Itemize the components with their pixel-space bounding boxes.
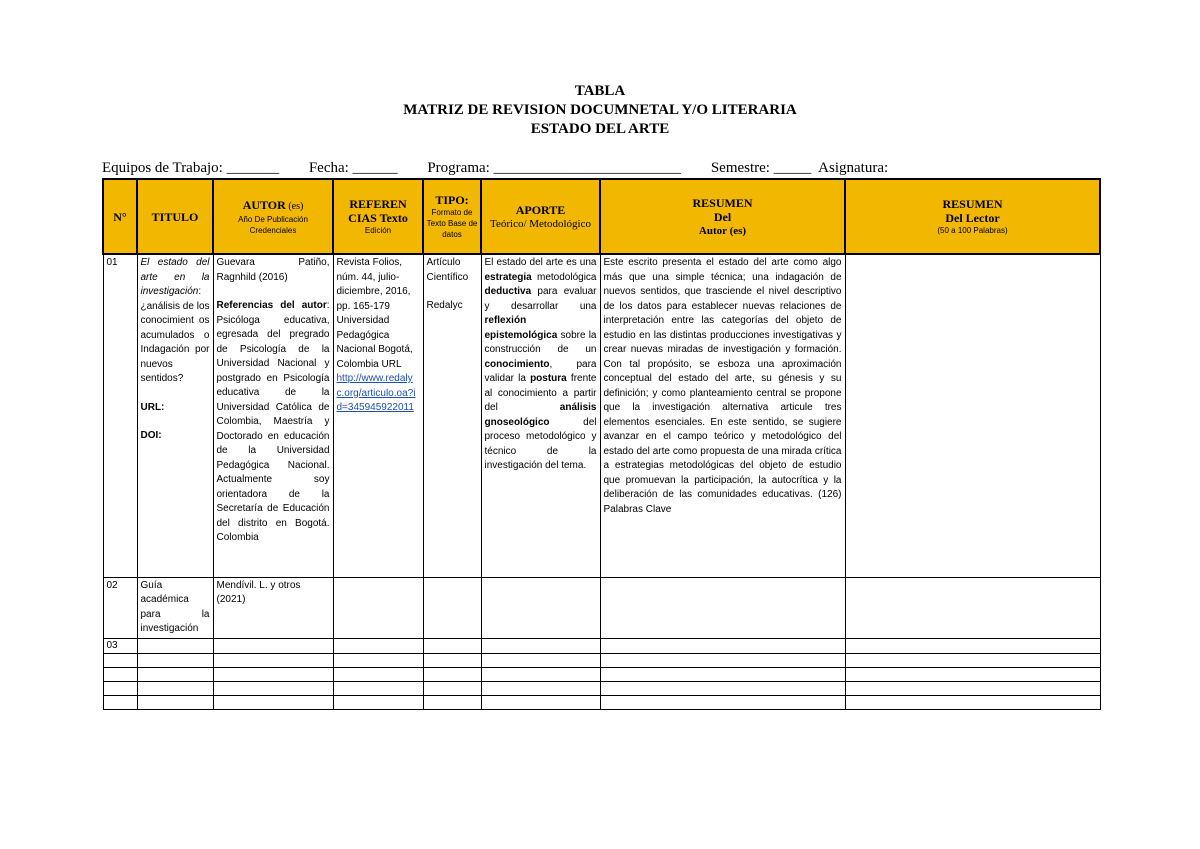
cell-resumen-lector[interactable] [845,667,1100,681]
cell-resumen-lector[interactable] [845,681,1100,695]
row-number [103,695,137,709]
col-ref-title: REFEREN CIAS Texto [348,197,408,225]
cell-resumen-autor[interactable] [600,638,845,653]
col-autor-label [216,198,330,214]
cell-titulo[interactable] [137,254,213,577]
cell-resumen-autor[interactable] [600,577,845,638]
col-n-label: N° [113,209,127,224]
fecha-field[interactable]: Fecha: ______ [308,160,398,176]
col-resumen-autor-sub: Autor (es) [698,224,747,237]
tipo-db: Redalyc [426,300,463,311]
cell-resumen-autor[interactable] [600,667,845,681]
row-number [103,667,137,681]
cell-titulo[interactable] [137,667,213,681]
col-tipo-sub: Formato de Texto Base de datos [426,208,478,239]
cell-aporte[interactable] [481,577,600,638]
aporte-text-3: para evaluar y desarrollar una [484,286,597,312]
col-resumen-autor-mid: Del [713,209,732,224]
cell-autor[interactable]: Mendívil. L. y otros (2021) [213,577,333,638]
table-row [103,653,1100,667]
cell-aporte[interactable] [481,254,600,577]
cell-titulo[interactable] [137,653,213,667]
cell-referencias[interactable] [333,653,423,667]
col-titulo-label: TITULO [151,209,199,224]
titulo-rest: : ¿análisis de los conocimient os acumulados o Indagación por nuevos sentidos? [140,286,210,384]
cell-tipo[interactable] [423,667,481,681]
row-number: 03 [103,638,137,653]
form-meta-line [102,160,914,177]
aporte-text-5: , para validar la [484,358,597,384]
aporte-bold-5: postura [530,373,567,384]
aporte-bold-2: deductiva [484,286,532,297]
cell-tipo[interactable] [423,695,481,709]
cell-resumen-lector[interactable] [845,638,1100,653]
col-ref-sub: Edición [364,226,392,235]
col-header-tipo [423,179,481,254]
cell-resumen-lector[interactable] [845,577,1100,638]
cell-aporte[interactable] [481,638,600,653]
cell-referencias[interactable] [333,254,423,577]
cell-aporte[interactable] [481,667,600,681]
col-header-autor [213,179,333,254]
table-row [103,254,1100,577]
table-row [103,695,1100,709]
cell-tipo[interactable] [423,681,481,695]
autor-name: Guevara Patiño, Ragnhild (2016) [216,257,330,283]
aporte-bold-6: análisis gnoseológico [484,402,597,428]
cell-resumen-autor[interactable] [600,653,845,667]
cell-resumen-lector[interactable] [845,254,1100,577]
col-header-resumen-lector [845,179,1100,254]
cell-tipo[interactable] [423,254,481,577]
aporte-text-4: sobre la construcción de un [484,329,597,355]
cell-tipo[interactable] [423,638,481,653]
cell-aporte[interactable] [481,681,600,695]
header-row [103,179,1100,254]
autor-bio: : Psicóloga educativa, egresada del pregrado de Psicología de la Universidad Nacional y postgrado en Psicología educativa de la Universidad Católica de Colombia, Maestría y Doctorado en educación de la Universidad Pedagógica Nacional. Actualmente soy orientadora de la Secretaría de Educación del distrito en Bogotá. Colombia [216,300,330,543]
col-resumen-autor-title: RESUMEN [692,195,753,210]
cell-autor[interactable] [213,667,333,681]
col-header-titulo [137,179,213,254]
aporte-text-2: metodológica [531,271,597,283]
tipo-text: Artículo Científico [426,257,469,283]
col-resumen-lector-mid: Del Lector [945,211,1000,225]
title-line-1: TABLA [574,83,626,99]
row-number [103,653,137,667]
table-row [103,681,1100,695]
col-header-referencias [333,179,423,254]
semestre-field[interactable]: Semestre: _____ [710,160,812,176]
programa-field[interactable]: Programa: _________________________ [427,160,682,176]
cell-referencias[interactable] [333,667,423,681]
aporte-text-6: frente al conocimiento a partir del [484,373,597,413]
cell-autor[interactable] [213,254,333,577]
autor-ref-label: Referencias del autor [216,300,327,311]
row-number: 01 [103,254,137,577]
col-header-n [103,179,137,254]
title-line-2: MATRIZ DE REVISION DOCUMNETAL Y/O LITERARIA [403,102,797,118]
url-label: URL: [140,401,165,413]
cell-referencias[interactable] [333,638,423,653]
matrix-table [102,178,1101,710]
cell-resumen-lector[interactable] [845,653,1100,667]
cell-referencias[interactable] [333,695,423,709]
row-number [103,681,137,695]
cell-titulo[interactable] [137,695,213,709]
ref-link[interactable]: http://www.redalyc.org/articulo.oa?id=345945922011 [336,373,416,413]
col-resumen-lector-sub: (50 a 100 Palabras) [937,226,1008,235]
cell-referencias[interactable] [333,681,423,695]
cell-resumen-lector[interactable] [845,695,1100,709]
col-aporte-title: APORTE [515,202,566,217]
row-number: 02 [103,577,137,638]
cell-aporte[interactable] [481,695,600,709]
cell-tipo[interactable] [423,577,481,638]
col-header-aporte [481,179,600,254]
cell-autor[interactable] [213,653,333,667]
cell-referencias[interactable] [333,577,423,638]
col-resumen-lector-title: RESUMEN [942,197,1003,211]
cell-titulo[interactable] [137,638,213,653]
col-aporte-sub: Teórico/ Metodológico [490,217,591,230]
aporte-text-1: El estado del arte es una [484,257,597,268]
col-autor-title: AUTOR [242,197,286,212]
cell-autor[interactable] [213,638,333,653]
cell-resumen-autor[interactable] [600,695,845,709]
asignatura-field[interactable]: Asignatura: [818,160,889,176]
document-title-block [0,82,1200,139]
title-line-3: ESTADO DEL ARTE [530,121,670,137]
aporte-bold-1: estrategia [484,271,532,283]
col-tipo-title: TIPO: [435,193,469,207]
col-autor-sub: Año De Publicación Credenciales [238,214,308,235]
ref-text: Revista Folios, núm. 44, julio-diciembre, 2016, pp. 165-179 Universidad Pedagógica Nacional Bogotá, Colombia URL [336,257,413,370]
table-row [103,667,1100,681]
cell-resumen-autor[interactable]: Este escrito presenta el estado del arte como algo más que una simple técnica; una indagación de nuevos sentidos, que trasciende el nivel descriptivo de los datos para establecer nuevas relaciones de interpretación entre las categorías del objeto de estudio en las distintas producciones investigativas y crear nuevas miradas de investigación y formación. Con tal propósito, se esboza una aproximación conceptual del estado del arte, su génesis y su definición; y como planteamiento central se propone que la investigación alternativa articule tres elementos esenciales. En este sentido, se sugiere avanzar en el campo teórico y metodológico del estado del arte como propuesta de una mirada crítica a estrategias metodológicas del objeto de estudio que promuevan la participación, la autocrítica y la deliberación de las comunidades educativas. (126) Palabras Clave [600,254,845,577]
titulo-italic: El estado del arte en la investigación [140,257,210,297]
cell-autor[interactable] [213,695,333,709]
cell-autor[interactable] [213,681,333,695]
cell-titulo[interactable] [137,681,213,695]
cell-resumen-autor[interactable] [600,681,845,695]
cell-aporte[interactable] [481,653,600,667]
table-row [103,577,1100,638]
aporte-bold-4: conocimiento [484,358,550,370]
cell-tipo[interactable] [423,653,481,667]
cell-titulo[interactable]: Guía académica para la investigación [137,577,213,638]
aporte-bold-3: reflexión epistemológica [484,315,558,341]
table-row [103,638,1100,653]
col-autor-es: (es) [285,200,304,212]
equipos-field[interactable]: Equipos de Trabajo: _______ [102,160,280,176]
doi-label: DOI: [140,430,162,441]
aporte-text-7: del proceso metodológico y técnico de la investigación del tema. [484,416,597,471]
col-header-resumen-autor [600,179,845,254]
